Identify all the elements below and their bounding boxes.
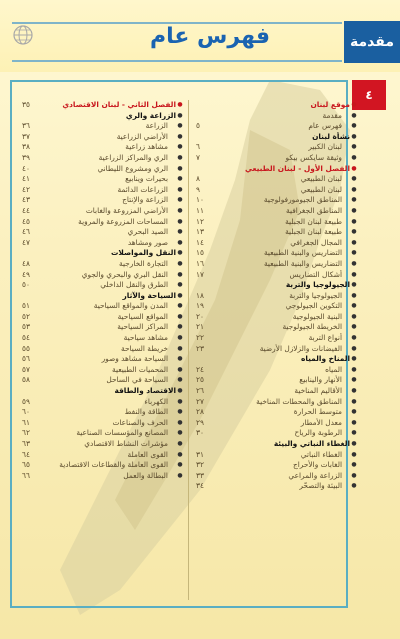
toc-entry-label: الصيد البحري xyxy=(127,227,168,237)
toc-entry[interactable] xyxy=(22,344,184,355)
toc-entry[interactable] xyxy=(196,344,358,355)
toc-entry-label: صور ومشاهد xyxy=(127,237,168,247)
toc-entry[interactable] xyxy=(196,121,358,132)
toc-left-column xyxy=(22,100,184,481)
toc-entry-page: ٣٢ xyxy=(196,460,204,470)
bullet-icon: ● xyxy=(351,175,357,183)
toc-entry-page: ٢٢ xyxy=(196,333,204,343)
toc-entry-page: ١٥ xyxy=(196,248,204,258)
toc-entry[interactable] xyxy=(22,471,184,482)
toc-entry[interactable] xyxy=(22,206,184,217)
toc-entry-label: التجارة الخارجية xyxy=(118,258,168,268)
header-rule-bottom xyxy=(12,60,342,62)
bullet-icon: ● xyxy=(177,153,183,161)
toc-entry-page: ٤٢ xyxy=(22,184,30,194)
toc-entry[interactable] xyxy=(22,248,184,259)
toc-entry[interactable] xyxy=(196,312,358,323)
toc-entry-label: الخريطة الجيولوجية xyxy=(282,322,342,332)
toc-entry-label: السياحة والآثار xyxy=(122,290,176,300)
toc-entry-label: المجال الجغرافي xyxy=(290,237,342,247)
bullet-icon: ● xyxy=(351,164,357,172)
toc-entry[interactable] xyxy=(22,280,184,291)
toc-entry-page: ٤٨ xyxy=(22,258,30,268)
bullet-icon: ● xyxy=(177,387,183,395)
bullet-icon: ● xyxy=(177,397,183,405)
toc-entry[interactable] xyxy=(22,259,184,270)
toc-entry[interactable] xyxy=(196,217,358,228)
bullet-icon: ● xyxy=(177,312,183,320)
bullet-icon: ● xyxy=(177,344,183,352)
toc-entry-page: ٣٧ xyxy=(22,131,30,141)
toc-entry[interactable] xyxy=(22,132,184,143)
toc-entry[interactable] xyxy=(22,100,184,111)
toc-entry[interactable] xyxy=(196,301,358,312)
toc-entry[interactable] xyxy=(22,428,184,439)
toc-entry-page: ٤٦ xyxy=(22,227,30,237)
toc-entry[interactable] xyxy=(196,259,358,270)
toc-entry-label: السياحة في الساحل xyxy=(106,375,168,385)
toc-entry[interactable] xyxy=(196,375,358,386)
bullet-icon: ● xyxy=(351,482,357,490)
toc-entry-label: المناطق الجيومورفولوجية xyxy=(263,195,342,205)
toc-entry-page: ٧ xyxy=(196,152,200,162)
bullet-icon: ● xyxy=(351,101,357,108)
toc-entry-page: ٤٤ xyxy=(22,205,30,215)
toc-entry-page: ٥٠ xyxy=(22,280,30,290)
bullet-icon: ● xyxy=(177,206,183,214)
bullet-icon: ● xyxy=(177,249,183,257)
toc-entry[interactable] xyxy=(196,238,358,249)
bullet-icon: ● xyxy=(351,471,357,479)
toc-entry-page: ١٩ xyxy=(196,301,204,311)
toc-entry-label: المناخ والمياه xyxy=(301,354,350,364)
toc-entry-page: ١٢ xyxy=(196,216,204,226)
toc-entry[interactable] xyxy=(196,354,358,365)
toc-entry-page: ٦٣ xyxy=(22,439,30,448)
bullet-icon: ● xyxy=(351,122,357,130)
toc-entry-page: ٤٣ xyxy=(22,195,30,205)
toc-entry-label: طبيعة لبنان الجبلية xyxy=(285,227,342,237)
bullet-icon: ● xyxy=(351,249,357,257)
toc-entry-label: خريطة السياحة xyxy=(121,343,168,353)
bullet-icon: ● xyxy=(177,143,183,151)
column-divider xyxy=(188,100,189,600)
toc-entry-label: الحرف والصناعات xyxy=(112,417,168,427)
toc-entry-page: ٢٣ xyxy=(196,343,204,353)
toc-entry[interactable] xyxy=(22,312,184,323)
toc-entry[interactable] xyxy=(196,164,358,175)
toc-entry-page: ١٧ xyxy=(196,269,204,279)
bullet-icon: ● xyxy=(177,429,183,437)
bullet-icon: ● xyxy=(177,228,183,236)
bullet-icon: ● xyxy=(177,408,183,416)
toc-entry-label: الفصل الأول - لبنان الطبيعي xyxy=(245,163,350,173)
toc-entry-page: ٣٣ xyxy=(196,470,204,480)
toc-entry-page: ٣٩ xyxy=(22,152,30,162)
toc-entry-label: البنية الجيولوجية xyxy=(292,311,342,321)
toc-entry[interactable] xyxy=(22,365,184,376)
toc-entry-page: ١٤ xyxy=(196,237,204,247)
toc-entry-label: الزراعة والإنتاج xyxy=(122,195,168,205)
toc-entry-label: التكوين الجيولوجي xyxy=(285,301,342,311)
toc-entry[interactable] xyxy=(196,270,358,281)
toc-entry-page: ٥ xyxy=(196,121,200,131)
toc-entry-label: لبنان الكبير xyxy=(308,142,342,152)
toc-entry[interactable] xyxy=(22,142,184,153)
toc-entry[interactable] xyxy=(22,460,184,471)
toc-entry-label: الجيولوجيا والتربة xyxy=(285,280,350,290)
bullet-icon: ● xyxy=(351,270,357,278)
toc-entry-page: ٥٧ xyxy=(22,364,30,374)
toc-entry[interactable] xyxy=(196,206,358,217)
toc-entry-page: ١١ xyxy=(196,205,204,215)
toc-entry-label: النقل والمواصلات xyxy=(110,248,176,258)
toc-entry-page: ٦ xyxy=(196,142,200,152)
toc-entry[interactable] xyxy=(196,471,358,482)
toc-entry-label: الفيضانات والزلازل الأرضية xyxy=(259,343,342,353)
toc-entry-page: ٨ xyxy=(196,174,200,184)
toc-entry-label: البيئة والتصحّر xyxy=(299,481,342,491)
toc-entry-page: ٦١ xyxy=(22,417,30,427)
toc-entry-label: المياه xyxy=(325,364,342,374)
toc-entry-page: ٥١ xyxy=(22,301,30,311)
toc-entry-page: ٣٤ xyxy=(196,481,204,491)
toc-entry[interactable] xyxy=(196,418,358,429)
bullet-icon: ● xyxy=(177,471,183,479)
toc-entry[interactable] xyxy=(22,270,184,281)
bullet-icon: ● xyxy=(351,344,357,352)
toc-entry[interactable] xyxy=(22,153,184,164)
bullet-icon: ● xyxy=(351,376,357,384)
toc-entry-page: ٦٢ xyxy=(22,428,30,438)
toc-entry-label: المراكز السياحية xyxy=(117,322,168,332)
toc-entry-label: القوى العاملة xyxy=(127,449,168,459)
toc-entry-label: بحيرات وينابيع xyxy=(125,174,168,184)
toc-entry-label: المحميات الطبيعية xyxy=(112,364,168,374)
toc-entry-label: الري ومشروع الليطاني xyxy=(97,163,168,173)
toc-entry-page: ٥٤ xyxy=(22,333,30,343)
toc-entry-label: التضاريس والبنية الطبيعية xyxy=(263,248,342,258)
toc-entry-label: القوى العاملة والقطاعات الاقتصادية xyxy=(59,460,168,470)
toc-entry-page: ٥٣ xyxy=(22,322,30,332)
toc-entry[interactable] xyxy=(196,407,358,418)
toc-entry[interactable] xyxy=(196,280,358,291)
toc-entry-label: الأنهار والينابيع xyxy=(299,375,342,385)
toc-entry[interactable] xyxy=(22,375,184,386)
bullet-icon: ● xyxy=(177,450,183,458)
page-number-badge: ٤ xyxy=(352,80,386,110)
bullet-icon: ● xyxy=(351,281,357,289)
bullet-icon: ● xyxy=(177,440,183,447)
toc-entry-label: لبنان الطبيعي xyxy=(300,174,342,184)
bullet-icon: ● xyxy=(351,418,357,426)
bullet-icon: ● xyxy=(177,270,183,278)
toc-entry[interactable] xyxy=(196,397,358,408)
bullet-icon: ● xyxy=(177,291,183,299)
bullet-icon: ● xyxy=(351,185,357,193)
toc-entry-label: مؤشرات النشاط الاقتصادي xyxy=(84,439,168,448)
toc-entry[interactable] xyxy=(22,386,184,397)
toc-entry-page: ٢٦ xyxy=(196,386,204,396)
bullet-icon: ● xyxy=(177,132,183,140)
bullet-icon: ● xyxy=(351,238,357,246)
toc-entry-label: الغطاء النباتي والبيئة xyxy=(273,439,350,448)
bullet-icon: ● xyxy=(351,259,357,267)
toc-entry-page: ٦٤ xyxy=(22,449,30,459)
toc-entry-label: موقع لبنان xyxy=(310,100,350,109)
toc-entry[interactable] xyxy=(22,174,184,185)
toc-entry[interactable] xyxy=(22,354,184,365)
toc-entry[interactable] xyxy=(22,227,184,238)
bullet-icon: ● xyxy=(177,418,183,426)
toc-entry[interactable] xyxy=(196,100,358,111)
toc-entry-page: ٤٧ xyxy=(22,237,30,247)
toc-entry-label: أنواع التربة xyxy=(308,333,342,343)
bullet-icon: ● xyxy=(351,312,357,320)
toc-entry[interactable] xyxy=(22,407,184,418)
toc-entry-page: ١٠ xyxy=(196,195,204,205)
toc-entry-page: ٦٠ xyxy=(22,407,30,417)
toc-entry-page: ٤٩ xyxy=(22,269,30,279)
bullet-icon: ● xyxy=(177,101,183,108)
toc-entry[interactable] xyxy=(22,397,184,408)
toc-entry-label: مقدمة xyxy=(322,110,342,120)
toc-entry-page: ٣٦ xyxy=(22,121,30,131)
toc-entry-label: معدل الأمطار xyxy=(300,417,342,427)
toc-entry-label: الأراضي المزروعة والغابات xyxy=(85,205,168,215)
toc-entry-label: الرطوبة والرياح xyxy=(294,428,342,438)
toc-entry[interactable] xyxy=(196,248,358,259)
toc-entry-label: الجيولوجيا والتربة xyxy=(289,290,342,300)
bullet-icon: ● xyxy=(177,238,183,246)
bullet-icon: ● xyxy=(351,440,357,447)
bullet-icon: ● xyxy=(177,175,183,183)
bullet-icon: ● xyxy=(177,281,183,289)
toc-entry[interactable] xyxy=(196,142,358,153)
bullet-icon: ● xyxy=(351,206,357,214)
toc-entry-page: ١٨ xyxy=(196,290,204,300)
bullet-icon: ● xyxy=(351,365,357,373)
page-title: فهرس عام xyxy=(149,24,271,49)
toc-entry-label: وثيقة سايكس بيكو xyxy=(285,152,342,162)
toc-entry-label: أشكال التضاريس xyxy=(289,269,342,279)
bullet-icon: ● xyxy=(351,111,357,119)
toc-entry-page: ١٣ xyxy=(196,227,204,237)
toc-entry-label: المناطق والمحطات المناخية xyxy=(256,396,342,406)
bullet-icon: ● xyxy=(351,429,357,437)
bullet-icon: ● xyxy=(177,365,183,373)
bullet-icon: ● xyxy=(351,217,357,225)
toc-entry[interactable] xyxy=(196,460,358,471)
toc-entry-label: فهرس عام xyxy=(308,121,342,131)
toc-entry[interactable] xyxy=(196,195,358,206)
bullet-icon: ● xyxy=(177,323,183,331)
toc-entry-label: المواقع السياحية xyxy=(117,311,168,321)
toc-entry-label: نشأة لبنان xyxy=(312,131,350,141)
bullet-icon: ● xyxy=(177,164,183,172)
toc-entry-page: ٩ xyxy=(196,184,200,194)
toc-entry[interactable] xyxy=(196,111,358,122)
toc-entry[interactable] xyxy=(196,333,358,344)
bullet-icon: ● xyxy=(351,355,357,363)
toc-entry-page: ٣٠ xyxy=(196,428,204,438)
toc-entry-page: ٢٨ xyxy=(196,407,204,417)
toc-entry-label: طبيعة لبنان الجبلية xyxy=(285,216,342,226)
section-tab: مقدمة xyxy=(344,21,400,63)
toc-entry[interactable] xyxy=(196,365,358,376)
toc-entry-label: الزراعة والمراعي xyxy=(288,470,342,480)
toc-entry[interactable] xyxy=(196,132,358,143)
toc-entry-label: الطرق والنقل الداخلي xyxy=(100,280,168,290)
toc-entry-label: البطالة والعمل xyxy=(123,470,168,480)
toc-entry-label: الأراضي الزراعية xyxy=(116,131,168,141)
toc-entry-label: المصانع والمؤسسات الصناعية xyxy=(76,428,168,438)
bullet-icon: ● xyxy=(351,461,357,469)
bullet-icon: ● xyxy=(177,217,183,225)
toc-entry[interactable] xyxy=(22,217,184,228)
toc-entry[interactable] xyxy=(22,301,184,312)
toc-entry-label: مشاهد زراعية xyxy=(125,142,168,152)
toc-right-column xyxy=(196,100,358,492)
toc-entry[interactable] xyxy=(22,322,184,333)
toc-entry-label: مشاهد سياحية xyxy=(123,333,168,343)
toc-entry-page: ٣٥ xyxy=(22,100,30,109)
toc-entry-label: المساحات المزروعة والمروية xyxy=(78,216,168,226)
toc-entry[interactable] xyxy=(196,450,358,461)
toc-entry-label: النقل البري والبحري والجوي xyxy=(81,269,168,279)
toc-entry-page: ٢١ xyxy=(196,322,204,332)
toc-entry-label: الغابات والأحراج xyxy=(292,460,342,470)
toc-entry-label: السياحة مشاهد وصور xyxy=(101,354,168,364)
toc-entry-page: ٦٦ xyxy=(22,470,30,480)
bullet-icon: ● xyxy=(351,397,357,405)
toc-entry-label: الزراعة xyxy=(145,121,168,131)
toc-entry-page: ٢٠ xyxy=(196,311,204,321)
bullet-icon: ● xyxy=(177,259,183,267)
toc-entry[interactable] xyxy=(22,418,184,429)
bullet-icon: ● xyxy=(351,132,357,140)
bullet-icon: ● xyxy=(351,302,357,310)
bullet-icon: ● xyxy=(177,376,183,384)
bullet-icon: ● xyxy=(177,196,183,204)
toc-entry[interactable] xyxy=(22,238,184,249)
toc-entry[interactable] xyxy=(196,439,358,450)
toc-entry[interactable] xyxy=(196,291,358,302)
toc-entry-label: المدن والمواقع السياحية xyxy=(93,301,168,311)
toc-entry-page: ٣٨ xyxy=(22,142,30,152)
bullet-icon: ● xyxy=(177,111,183,119)
toc-entry-page: ٤٥ xyxy=(22,216,30,226)
toc-entry-label: الزراعة والري xyxy=(125,110,176,120)
bullet-icon: ● xyxy=(351,291,357,299)
toc-entry-label: لبنان الطبيعي xyxy=(300,184,342,194)
bullet-icon: ● xyxy=(177,355,183,363)
bullet-icon: ● xyxy=(177,302,183,310)
toc-entry[interactable] xyxy=(196,227,358,238)
toc-entry-page: ٥٢ xyxy=(22,311,30,321)
toc-entry-page: ٤١ xyxy=(22,174,30,184)
toc-entry[interactable] xyxy=(196,185,358,196)
toc-entry[interactable] xyxy=(22,185,184,196)
toc-entry-label: الكهرباء xyxy=(144,396,168,406)
bullet-icon: ● xyxy=(351,408,357,416)
toc-entry[interactable] xyxy=(22,333,184,344)
toc-entry-page: ٤٠ xyxy=(22,163,30,173)
toc-entry-label: الأقاليم المناخية xyxy=(294,386,342,396)
toc-entry-label: الفصل الثاني - لبنان الاقتصادي xyxy=(62,100,176,109)
toc-entry-label: الطاقة والنفط xyxy=(124,407,168,417)
toc-entry-page: ٥٥ xyxy=(22,343,30,353)
toc-entry[interactable] xyxy=(22,111,184,122)
toc-entry-page: ٢٩ xyxy=(196,417,204,427)
toc-entry-label: الزراعات الدائمة xyxy=(117,184,168,194)
toc-entry-label: التضاريس والبنية الطبيعية xyxy=(263,258,342,268)
toc-entry-label: الري والمراكز الزراعية xyxy=(98,152,168,162)
toc-entry-page: ٥٨ xyxy=(22,375,30,385)
toc-entry-label: المناطق الجغرافية xyxy=(286,205,342,215)
toc-entry[interactable] xyxy=(22,121,184,132)
bullet-icon: ● xyxy=(351,450,357,458)
bullet-icon: ● xyxy=(351,334,357,342)
bullet-icon: ● xyxy=(177,334,183,342)
toc-entry-page: ٥٩ xyxy=(22,396,30,406)
toc-entry[interactable] xyxy=(196,481,358,492)
toc-entry[interactable] xyxy=(196,322,358,333)
toc-entry-page: ١٦ xyxy=(196,258,204,268)
bullet-icon: ● xyxy=(351,143,357,151)
bullet-icon: ● xyxy=(177,122,183,130)
toc-entry[interactable] xyxy=(196,153,358,164)
toc-entry[interactable] xyxy=(196,174,358,185)
toc-entry-page: ٢٤ xyxy=(196,364,204,374)
bullet-icon: ● xyxy=(177,461,183,469)
bullet-icon: ● xyxy=(351,387,357,395)
toc-entry[interactable] xyxy=(196,428,358,439)
toc-entry[interactable] xyxy=(22,439,184,450)
toc-entry-label: الاقتصاد والطاقة xyxy=(114,386,176,396)
toc-entry[interactable] xyxy=(22,450,184,461)
toc-entry-label: متوسط الحرارة xyxy=(293,407,342,417)
globe-icon xyxy=(12,24,34,46)
toc-entry-label: الغطاء النباتي xyxy=(300,449,342,459)
toc-entry-page: ٥٦ xyxy=(22,354,30,364)
bullet-icon: ● xyxy=(351,323,357,331)
bullet-icon: ● xyxy=(177,185,183,193)
toc-entry[interactable] xyxy=(22,291,184,302)
bullet-icon: ● xyxy=(351,196,357,204)
toc-entry-page: ٢٥ xyxy=(196,375,204,385)
toc-entry[interactable] xyxy=(196,386,358,397)
toc-entry[interactable] xyxy=(22,195,184,206)
toc-entry-page: ٣١ xyxy=(196,449,204,459)
toc-entry-page: ٦٥ xyxy=(22,460,30,470)
bullet-icon: ● xyxy=(351,153,357,161)
toc-entry[interactable] xyxy=(22,164,184,175)
bullet-icon: ● xyxy=(351,228,357,236)
toc-entry-page: ٢٧ xyxy=(196,396,204,406)
